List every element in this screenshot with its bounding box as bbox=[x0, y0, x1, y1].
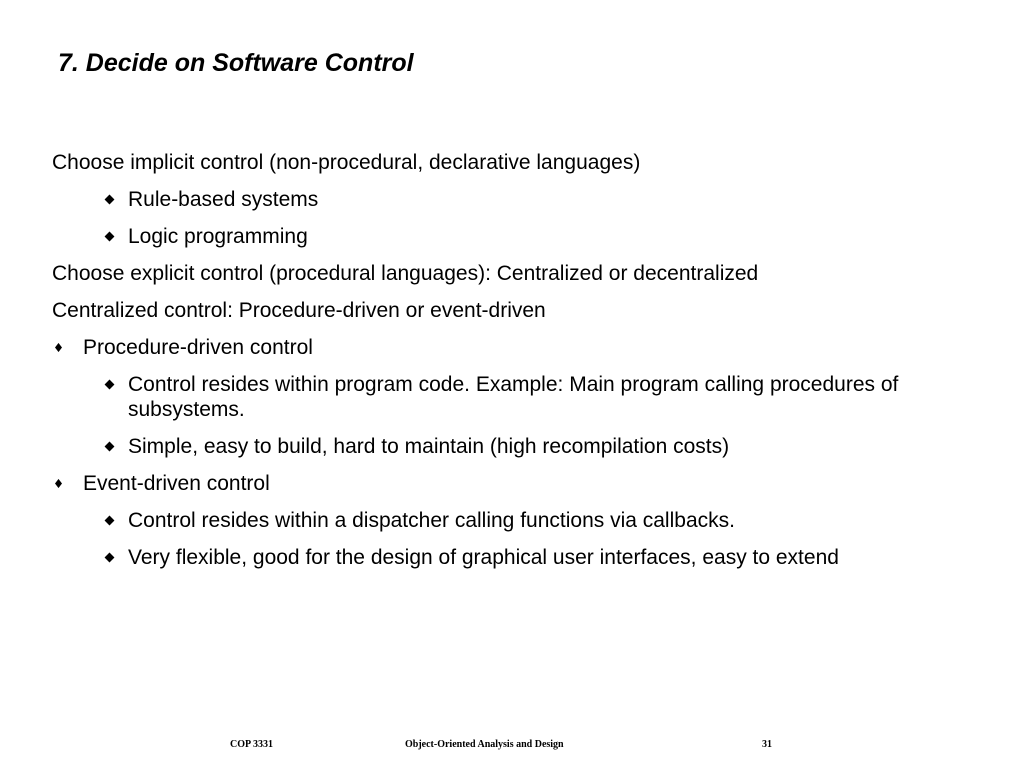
list-item bbox=[52, 434, 972, 459]
slide-title: 7. Decide on Software Control bbox=[58, 49, 414, 77]
list-item bbox=[52, 471, 972, 496]
list-item bbox=[52, 508, 972, 533]
diamond-bullet-icon bbox=[104, 372, 128, 397]
diamond-bullet-icon bbox=[52, 471, 83, 496]
list-item bbox=[52, 224, 972, 249]
list-item-text: Choose explicit control (procedural languages): Centralized or decentralized bbox=[52, 262, 759, 285]
diamond-bullet-icon bbox=[104, 434, 128, 459]
diamond-bullet-icon bbox=[104, 545, 128, 570]
list-item-text: Very flexible, good for the design of graphical user interfaces, easy to extend bbox=[128, 546, 839, 569]
list-item-text: Choose implicit control (non-procedural, declarative languages) bbox=[52, 151, 641, 174]
list-item-text: Rule-based systems bbox=[128, 188, 319, 211]
diamond-bullet-icon bbox=[52, 335, 83, 360]
list-item bbox=[52, 545, 972, 570]
list-item bbox=[52, 298, 972, 323]
slide-body bbox=[52, 150, 972, 582]
list-item bbox=[52, 150, 972, 175]
diamond-bullet-icon bbox=[104, 187, 128, 212]
footer-course: COP 3331 bbox=[230, 739, 274, 750]
list-item-text: Logic programming bbox=[128, 225, 308, 248]
page-number: 31 bbox=[762, 739, 772, 750]
list-item-text: Procedure-driven control bbox=[83, 336, 313, 359]
list-item bbox=[52, 372, 972, 422]
list-item-text: Centralized control: Procedure-driven or event-driven bbox=[52, 299, 546, 322]
list-item-text: Control resides within a dispatcher calling functions via callbacks. bbox=[128, 509, 735, 532]
list-item bbox=[52, 261, 972, 286]
list-item bbox=[52, 335, 972, 360]
list-item bbox=[52, 187, 972, 212]
footer-subject: Object-Oriented Analysis and Design bbox=[405, 739, 564, 750]
diamond-bullet-icon bbox=[104, 224, 128, 249]
diamond-bullet-icon bbox=[104, 508, 128, 533]
list-item-text: Event-driven control bbox=[83, 472, 270, 495]
list-item-text: Simple, easy to build, hard to maintain (high recompilation costs) bbox=[128, 435, 730, 458]
list-item-text: Control resides within program code. Example: Main program calling procedures of subsystems. bbox=[128, 373, 899, 421]
